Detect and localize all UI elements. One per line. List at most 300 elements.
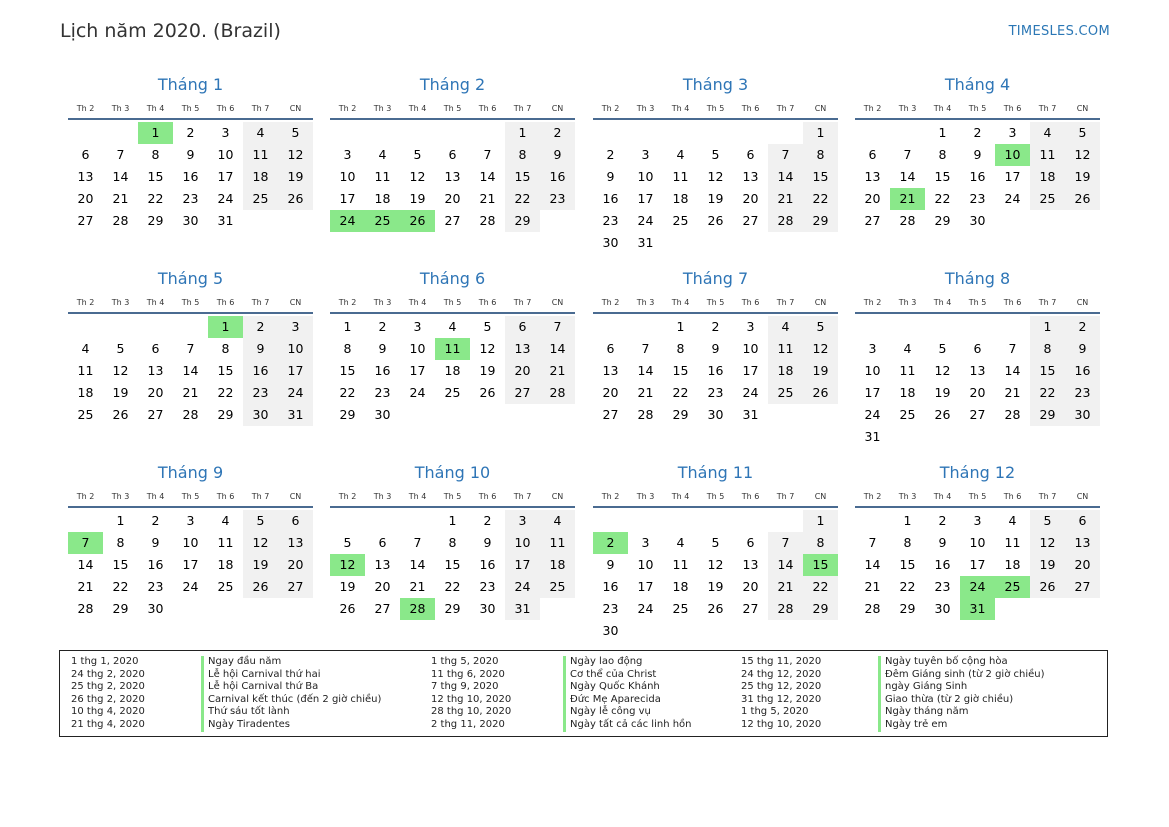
day-cell: 24	[505, 576, 540, 598]
day-cell: 6	[973, 341, 982, 356]
day-cell: 16	[969, 169, 986, 184]
weekday-label: CN	[289, 298, 302, 307]
day-cell: 26	[803, 382, 838, 404]
day-cell: 5	[938, 341, 947, 356]
day-cell: 9	[973, 147, 982, 162]
day-cell: 13	[742, 169, 759, 184]
day-cell: 29	[339, 407, 356, 422]
holiday-name: Giao thừa (từ 2 giờ chiều)	[878, 694, 1045, 707]
holiday-day-cell: 10	[995, 144, 1030, 166]
month-title: Tháng 5	[157, 269, 224, 288]
day-cell: 20	[602, 385, 619, 400]
day-cell: 26	[112, 407, 129, 422]
day-cell: 17	[217, 169, 234, 184]
day-cell: 17	[969, 557, 986, 572]
day-cell: 9	[378, 341, 387, 356]
day-cell: 28	[1004, 407, 1021, 422]
holiday-day-cell: 24	[960, 576, 995, 598]
weekday-label: Th 2	[863, 298, 882, 307]
day-cell: 4	[676, 535, 685, 550]
day-cell: 21	[864, 579, 881, 594]
weekday-label: Th 3	[373, 298, 392, 307]
weekday-label: Th 6	[1003, 104, 1022, 113]
day-cell: 4	[243, 122, 278, 144]
day-cell: 11	[77, 363, 94, 378]
weekday-label: Th 3	[636, 104, 655, 113]
weekday-label: Th 5	[706, 298, 725, 307]
day-cell: 19	[112, 385, 129, 400]
day-cell: 2	[243, 316, 278, 338]
holiday-date: 1 thg 5, 2020	[741, 706, 809, 718]
day-cell: 26	[707, 601, 724, 616]
month-calendar	[593, 458, 838, 642]
day-cell: 3	[413, 319, 422, 334]
day-cell: 26	[1030, 576, 1065, 598]
month-calendar	[593, 264, 838, 426]
day-cell: 27	[602, 407, 619, 422]
day-cell: 17	[637, 579, 654, 594]
day-cell: 1	[448, 513, 457, 528]
day-cell: 20	[969, 385, 986, 400]
day-cell: 19	[278, 166, 313, 188]
day-cell: 14	[540, 338, 575, 360]
day-cell: 26	[243, 576, 278, 598]
day-cell: 8	[343, 341, 352, 356]
holiday-day-cell: 25	[365, 210, 400, 232]
day-cell: 3	[278, 316, 313, 338]
day-cell: 6	[448, 147, 457, 162]
holiday-day-cell: 28	[400, 598, 435, 620]
day-cell: 17	[864, 385, 881, 400]
day-cell: 7	[641, 341, 650, 356]
day-cell: 21	[768, 188, 803, 210]
day-cell: 13	[147, 363, 164, 378]
day-cell: 10	[637, 169, 654, 184]
day-cell: 22	[899, 579, 916, 594]
weekday-label: Th 7	[513, 104, 532, 113]
weekday-label: Th 7	[1038, 492, 1057, 501]
day-cell: 12	[934, 363, 951, 378]
day-cell: 24	[278, 382, 313, 404]
day-cell: 27	[374, 601, 391, 616]
day-cell: 20	[1065, 554, 1100, 576]
holiday-date: 24 thg 2, 2020	[71, 668, 145, 680]
month-calendar	[68, 70, 313, 232]
day-cell: 1	[803, 510, 838, 532]
day-cell: 20	[278, 554, 313, 576]
day-cell: 8	[448, 535, 457, 550]
weekday-label: Th 6	[216, 298, 235, 307]
day-cell: 24	[182, 579, 199, 594]
day-cell: 17	[1004, 169, 1021, 184]
day-cell: 28	[182, 407, 199, 422]
day-cell: 28	[768, 598, 803, 620]
day-cell: 11	[217, 535, 234, 550]
weekday-label: Th 7	[251, 492, 270, 501]
holiday-names-column	[201, 656, 381, 732]
day-cell: 12	[243, 532, 278, 554]
weekday-label: Th 3	[636, 492, 655, 501]
weekday-label: Th 5	[181, 104, 200, 113]
day-cell: 19	[479, 363, 496, 378]
day-cell: 7	[768, 532, 803, 554]
day-cell: 10	[339, 169, 356, 184]
day-cell: 15	[934, 169, 951, 184]
weekday-label: Th 4	[408, 298, 427, 307]
day-cell: 21	[409, 579, 426, 594]
day-cell: 28	[637, 407, 654, 422]
day-cell: 31	[278, 404, 313, 426]
weekday-label: Th 2	[601, 298, 620, 307]
day-cell: 12	[409, 169, 426, 184]
day-cell: 28	[112, 213, 129, 228]
day-cell: 18	[1030, 166, 1065, 188]
day-cell: 7	[483, 147, 492, 162]
day-cell: 22	[217, 385, 234, 400]
day-cell: 1	[676, 319, 685, 334]
day-cell: 6	[378, 535, 387, 550]
day-cell: 14	[768, 166, 803, 188]
day-cell: 23	[374, 385, 391, 400]
day-cell: 4	[1008, 513, 1017, 528]
holiday-day-cell: 7	[68, 532, 103, 554]
day-cell: 23	[934, 579, 951, 594]
day-cell: 23	[479, 579, 496, 594]
holiday-name: Lễ hội Carnival thứ Ba	[201, 681, 381, 694]
month-calendar	[68, 264, 313, 426]
day-cell: 26	[934, 407, 951, 422]
day-cell: 9	[151, 535, 160, 550]
day-cell: 16	[934, 557, 951, 572]
day-cell: 30	[707, 407, 724, 422]
weekday-label: Th 6	[216, 104, 235, 113]
day-cell: 22	[444, 579, 461, 594]
weekday-header	[593, 490, 838, 508]
day-cell: 5	[413, 147, 422, 162]
month-title: Tháng 2	[419, 75, 486, 94]
holiday-date: 31 thg 12, 2020	[741, 693, 822, 705]
day-cell: 10	[505, 532, 540, 554]
day-cell: 9	[243, 338, 278, 360]
day-cell: 27	[77, 213, 94, 228]
day-cell: 14	[409, 557, 426, 572]
day-cell: 9	[606, 557, 615, 572]
day-cell: 27	[505, 382, 540, 404]
weekday-label: Th 3	[111, 298, 130, 307]
weekday-header	[68, 490, 313, 508]
holiday-name: Cơ thể của Christ	[563, 669, 692, 682]
day-cell: 11	[899, 363, 916, 378]
holiday-day-cell: 24	[330, 210, 365, 232]
day-cell: 3	[186, 513, 195, 528]
holiday-name: Ngày lễ công vụ	[563, 706, 692, 719]
day-cell: 6	[746, 147, 755, 162]
day-cell: 5	[803, 316, 838, 338]
day-cell: 28	[899, 213, 916, 228]
day-cell: 14	[768, 554, 803, 576]
site-link[interactable]: TIMESLES.COM	[1008, 24, 1110, 39]
weekday-label: Th 6	[741, 298, 760, 307]
day-cell: 28	[479, 213, 496, 228]
day-cell: 3	[505, 510, 540, 532]
holiday-day-cell: 1	[138, 122, 173, 144]
day-cell: 13	[969, 363, 986, 378]
weekday-label: CN	[289, 492, 302, 501]
day-cell: 10	[278, 338, 313, 360]
day-cell: 30	[934, 601, 951, 616]
day-cell: 3	[746, 319, 755, 334]
weekday-label: CN	[1076, 104, 1089, 113]
month-title: Tháng 11	[677, 463, 754, 482]
day-cell: 30	[969, 213, 986, 228]
day-cell: 25	[243, 188, 278, 210]
holiday-name: Ngày Quốc Khánh	[563, 681, 692, 694]
month-title: Tháng 12	[939, 463, 1016, 482]
day-cell: 29	[147, 213, 164, 228]
day-cell: 10	[182, 535, 199, 550]
day-cell: 11	[768, 338, 803, 360]
day-cell: 24	[637, 601, 654, 616]
weekday-label: Th 2	[863, 104, 882, 113]
weekday-label: Th 3	[373, 104, 392, 113]
day-cell: 13	[278, 532, 313, 554]
month-title: Tháng 9	[157, 463, 224, 482]
day-cell: 8	[803, 532, 838, 554]
weekday-label: Th 7	[513, 492, 532, 501]
weekday-label: Th 2	[76, 492, 95, 501]
day-cell: 6	[505, 316, 540, 338]
day-cell: 4	[378, 147, 387, 162]
day-cell: 5	[278, 122, 313, 144]
weekday-header	[68, 296, 313, 314]
day-cell: 21	[768, 576, 803, 598]
day-cell: 21	[182, 385, 199, 400]
day-cell: 14	[77, 557, 94, 572]
day-cell: 21	[112, 191, 129, 206]
weekday-label: Th 2	[601, 104, 620, 113]
day-cell: 5	[483, 319, 492, 334]
day-cell: 22	[147, 191, 164, 206]
weekday-label: Th 4	[408, 104, 427, 113]
weekday-label: Th 2	[76, 298, 95, 307]
day-cell: 25	[672, 213, 689, 228]
day-cell: 25	[1030, 188, 1065, 210]
day-cell: 9	[1065, 338, 1100, 360]
weekday-header	[330, 102, 575, 120]
day-cell: 19	[934, 385, 951, 400]
holiday-day-cell: 25	[995, 576, 1030, 598]
day-cell: 27	[969, 407, 986, 422]
holiday-name: Đêm Giáng sinh (từ 2 giờ chiều)	[878, 669, 1045, 682]
day-cell: 25	[217, 579, 234, 594]
day-cell: 7	[116, 147, 125, 162]
weekday-label: Th 4	[933, 298, 952, 307]
weekday-label: CN	[1076, 492, 1089, 501]
weekday-label: Th 5	[968, 104, 987, 113]
day-cell: 17	[182, 557, 199, 572]
weekday-label: Th 4	[146, 298, 165, 307]
day-cell: 31	[505, 598, 540, 620]
month-calendar	[593, 70, 838, 254]
holiday-name: Ngày Tiradentes	[201, 719, 381, 732]
day-cell: 6	[81, 147, 90, 162]
holiday-day-cell: 21	[890, 188, 925, 210]
day-cell: 12	[707, 557, 724, 572]
day-cell: 30	[602, 235, 619, 250]
day-cell: 6	[1065, 510, 1100, 532]
day-cell: 2	[973, 125, 982, 140]
holiday-date: 7 thg 9, 2020	[431, 681, 499, 693]
day-cell: 14	[899, 169, 916, 184]
month-title: Tháng 3	[682, 75, 749, 94]
weekday-label: Th 5	[443, 298, 462, 307]
day-cell: 8	[803, 144, 838, 166]
day-cell: 1	[803, 122, 838, 144]
holiday-date: 12 thg 10, 2020	[741, 718, 822, 730]
day-cell: 22	[934, 191, 951, 206]
weekday-label: CN	[1076, 298, 1089, 307]
day-cell: 22	[339, 385, 356, 400]
weekday-label: Th 6	[216, 492, 235, 501]
weekday-label: Th 2	[76, 104, 95, 113]
day-cell: 16	[182, 169, 199, 184]
month-title: Tháng 4	[944, 75, 1011, 94]
day-cell: 29	[672, 407, 689, 422]
day-cell: 7	[413, 535, 422, 550]
day-cell: 7	[768, 144, 803, 166]
day-cell: 1	[938, 125, 947, 140]
holiday-name: Thứ sáu tốt lành	[201, 706, 381, 719]
day-cell: 14	[1004, 363, 1021, 378]
day-cell: 17	[409, 363, 426, 378]
month-title: Tháng 7	[682, 269, 749, 288]
day-cell: 20	[77, 191, 94, 206]
day-cell: 3	[868, 341, 877, 356]
day-cell: 21	[637, 385, 654, 400]
weekday-label: Th 4	[671, 492, 690, 501]
day-cell: 1	[116, 513, 125, 528]
day-cell: 25	[768, 382, 803, 404]
day-cell: 24	[742, 385, 759, 400]
weekday-label: Th 5	[706, 492, 725, 501]
day-cell: 1	[505, 122, 540, 144]
holiday-date: 12 thg 10, 2020	[431, 693, 512, 705]
day-cell: 27	[864, 213, 881, 228]
weekday-label: Th 7	[776, 298, 795, 307]
day-cell: 8	[221, 341, 230, 356]
day-cell: 23	[602, 213, 619, 228]
day-cell: 18	[768, 360, 803, 382]
day-cell: 20	[147, 385, 164, 400]
day-cell: 22	[1030, 382, 1065, 404]
weekday-label: Th 3	[111, 492, 130, 501]
weekday-label: CN	[814, 298, 827, 307]
weekday-label: Th 6	[741, 492, 760, 501]
day-cell: 13	[742, 557, 759, 572]
day-cell: 18	[444, 363, 461, 378]
day-cell: 4	[221, 513, 230, 528]
weekday-header	[855, 490, 1100, 508]
month-calendar	[330, 70, 575, 232]
day-cell: 3	[641, 535, 650, 550]
holiday-date: 28 thg 10, 2020	[431, 706, 512, 718]
day-cell: 9	[938, 535, 947, 550]
day-cell: 23	[243, 382, 278, 404]
day-cell: 24	[1004, 191, 1021, 206]
day-cell: 27	[742, 213, 759, 228]
day-cell: 15	[803, 166, 838, 188]
day-cell: 12	[707, 169, 724, 184]
day-cell: 2	[483, 513, 492, 528]
holiday-date: 1 thg 5, 2020	[431, 656, 499, 667]
day-cell: 2	[938, 513, 947, 528]
day-cell: 5	[116, 341, 125, 356]
day-cell: 19	[243, 554, 278, 576]
day-cell: 25	[444, 385, 461, 400]
month-title: Tháng 8	[944, 269, 1011, 288]
day-cell: 18	[1004, 557, 1021, 572]
day-cell: 30	[374, 407, 391, 422]
day-cell: 4	[903, 341, 912, 356]
day-cell: 5	[711, 535, 720, 550]
holiday-date: 1 thg 1, 2020	[71, 656, 139, 667]
day-cell: 6	[151, 341, 160, 356]
weekday-label: CN	[814, 492, 827, 501]
day-cell: 31	[217, 213, 234, 228]
day-cell: 13	[505, 338, 540, 360]
day-cell: 23	[602, 601, 619, 616]
holiday-name: Đức Mẹ Aparecida	[563, 694, 692, 707]
day-cell: 12	[112, 363, 129, 378]
holiday-date: 25 thg 2, 2020	[71, 681, 145, 693]
day-cell: 25	[540, 576, 575, 598]
month-calendar	[855, 458, 1100, 620]
day-cell: 24	[864, 407, 881, 422]
day-cell: 7	[903, 147, 912, 162]
weekday-label: Th 6	[478, 492, 497, 501]
day-cell: 20	[374, 579, 391, 594]
day-cell: 18	[672, 191, 689, 206]
weekday-label: Th 7	[251, 298, 270, 307]
weekday-label: Th 6	[1003, 298, 1022, 307]
day-cell: 30	[147, 601, 164, 616]
day-cell: 9	[711, 341, 720, 356]
day-cell: 11	[374, 169, 391, 184]
day-cell: 19	[707, 191, 724, 206]
weekday-label: Th 5	[968, 492, 987, 501]
day-cell: 25	[899, 407, 916, 422]
weekday-label: Th 3	[898, 104, 917, 113]
day-cell: 22	[803, 188, 838, 210]
day-cell: 24	[637, 213, 654, 228]
day-cell: 5	[1030, 510, 1065, 532]
day-cell: 20	[742, 579, 759, 594]
holiday-day-cell: 31	[960, 598, 995, 620]
day-cell: 2	[606, 147, 615, 162]
weekday-label: Th 3	[111, 104, 130, 113]
day-cell: 9	[606, 169, 615, 184]
day-cell: 7	[540, 316, 575, 338]
day-cell: 15	[112, 557, 129, 572]
day-cell: 11	[1030, 144, 1065, 166]
weekday-label: Th 5	[181, 298, 200, 307]
day-cell: 11	[1004, 535, 1021, 550]
day-cell: 12	[278, 144, 313, 166]
day-cell: 30	[479, 601, 496, 616]
holiday-date: 2 thg 11, 2020	[431, 718, 505, 730]
weekday-label: Th 6	[741, 104, 760, 113]
day-cell: 5	[243, 510, 278, 532]
